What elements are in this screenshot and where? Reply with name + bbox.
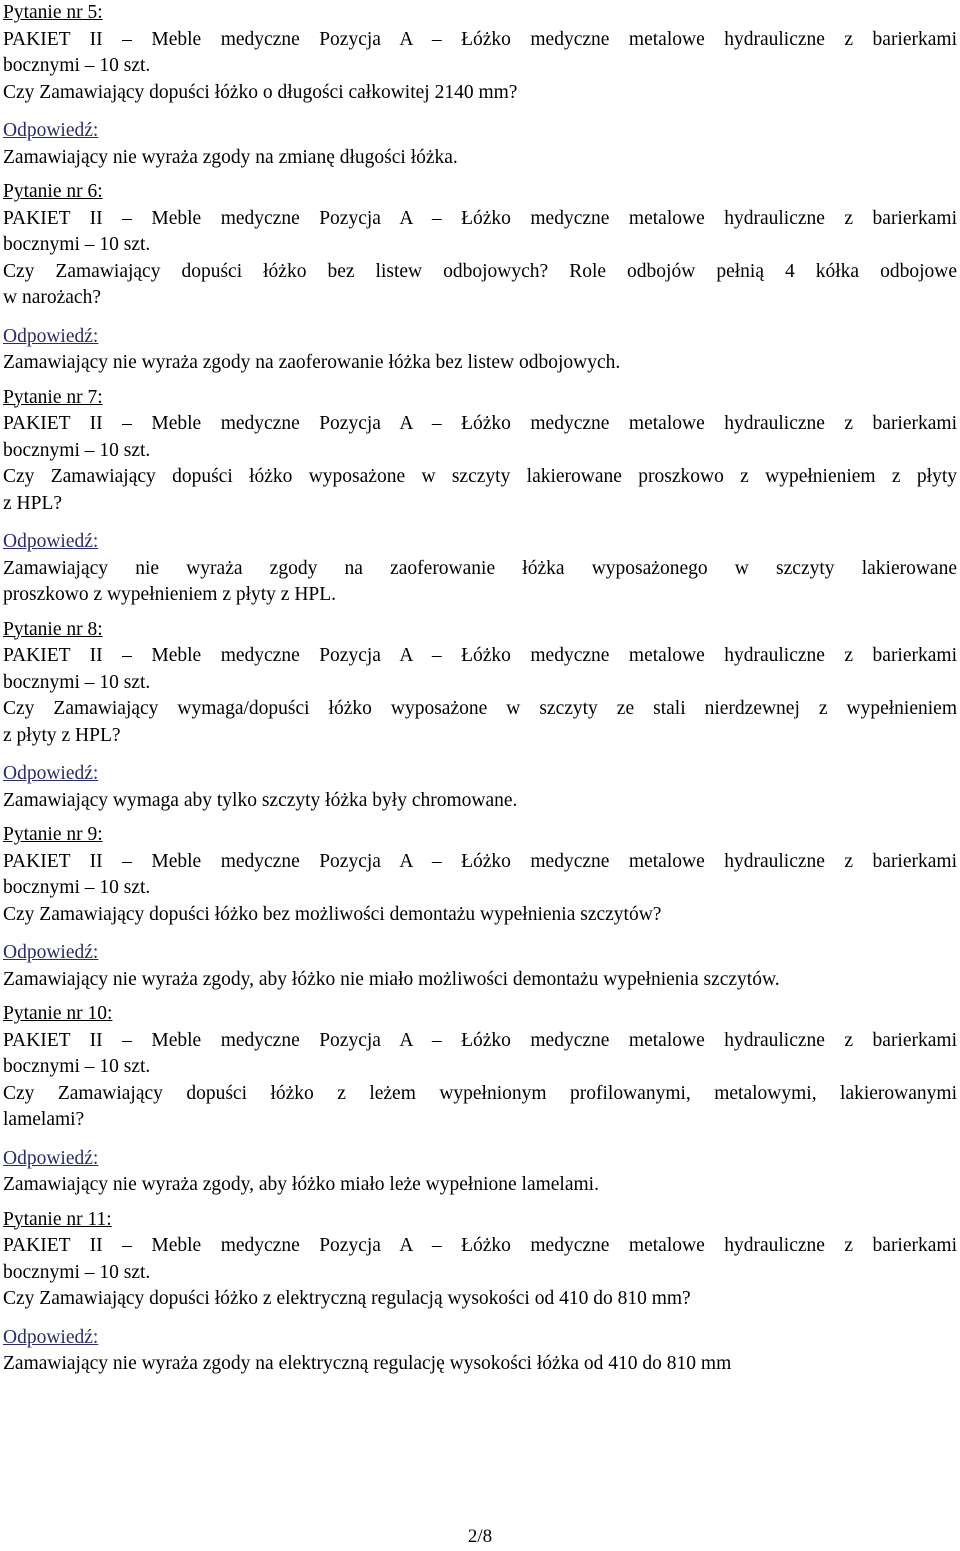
package-line: bocznymi – 10 szt. bbox=[3, 877, 151, 898]
answer-label: Odpowiedź: bbox=[3, 1326, 99, 1348]
question-text: lamelami? bbox=[3, 1109, 85, 1130]
package-line: bocznymi – 10 szt. bbox=[3, 55, 151, 76]
question-text: z HPL? bbox=[3, 492, 63, 514]
question-text: Czy Zamawiający dopuści łóżko o długości całkowitej 2140 mm? bbox=[3, 81, 518, 103]
question-text: Czy Zamawiający dopuści łóżko bez możliwości demontażu wypełnienia szczytów? bbox=[3, 903, 662, 925]
answer-text: proszkowo z wypełnieniem z płyty z HPL. bbox=[3, 584, 337, 605]
answer-text: Zamawiający nie wyraża zgody na zaoferowanie łóżka bez listew odbojowych. bbox=[3, 352, 621, 373]
package-line: bocznymi – 10 szt. bbox=[3, 1056, 151, 1077]
question-text: w narożach? bbox=[3, 287, 101, 308]
question-block-10 bbox=[3, 1001, 957, 1199]
page-number: 2/8 bbox=[467, 1526, 493, 1547]
answer-text: Zamawiający nie wyraża zgody na zmianę długości łóżka. bbox=[3, 146, 458, 168]
question-block-11 bbox=[3, 1207, 957, 1378]
question-text: Czy Zamawiający dopuści łóżko bez listew odbojowych? Role odbojów pełnią 4 kółka odbojowe bbox=[3, 260, 957, 282]
package-line: PAKIET II – Meble medyczne Pozycja A – Łóżko medyczne metalowe hydrauliczne z barierkami bbox=[3, 645, 957, 666]
answer-label: Odpowiedź: bbox=[3, 763, 99, 784]
package-line: PAKIET II – Meble medyczne Pozycja A – Łóżko medyczne metalowe hydrauliczne z barierkami bbox=[3, 413, 957, 434]
question-label: Pytanie nr 9: bbox=[3, 824, 103, 845]
answer-text: Zamawiający wymaga aby tylko szczyty łóżka były chromowane. bbox=[3, 789, 518, 811]
answer-label: Odpowiedź: bbox=[3, 942, 99, 963]
package-line: PAKIET II – Meble medyczne Pozycja A – Łóżko medyczne metalowe hydrauliczne z barierkami bbox=[3, 207, 957, 229]
question-text: Czy Zamawiający dopuści łóżko z leżem wypełnionym profilowanymi, metalowymi, lakierowanymi bbox=[3, 1082, 957, 1104]
package-line: bocznymi – 10 szt. bbox=[3, 1261, 151, 1283]
answer-text: Zamawiający nie wyraża zgody, aby łóżko miało leże wypełnione lamelami. bbox=[3, 1174, 599, 1195]
question-text: Czy Zamawiający wymaga/dopuści łóżko wyposażone w szczyty ze stali nierdzewnej z wypełnieniem bbox=[3, 698, 957, 719]
answer-text: Zamawiający nie wyraża zgody, aby łóżko nie miało możliwości demontażu wypełnienia szczytów. bbox=[3, 968, 780, 990]
package-line: bocznymi – 10 szt. bbox=[3, 234, 151, 255]
question-block-7 bbox=[3, 385, 957, 609]
package-line: PAKIET II – Meble medyczne Pozycja A – Łóżko medyczne metalowe hydrauliczne z barierkami bbox=[3, 28, 957, 50]
question-label: Pytanie nr 8: bbox=[3, 618, 103, 640]
answer-label: Odpowiedź: bbox=[3, 1147, 99, 1169]
document-page bbox=[3, 0, 957, 1378]
question-text: Czy Zamawiający dopuści łóżko z elektryczną regulacją wysokości od 410 do 810 mm? bbox=[3, 1288, 691, 1309]
package-line: bocznymi – 10 szt. bbox=[3, 671, 151, 693]
question-label: Pytanie nr 11: bbox=[3, 1208, 112, 1230]
question-block-8 bbox=[3, 617, 957, 815]
question-label: Pytanie nr 6: bbox=[3, 181, 103, 202]
answer-text: Zamawiający nie wyraża zgody na elektryczną regulację wysokości łóżka od 410 do 810 mm bbox=[3, 1353, 732, 1374]
question-label: Pytanie nr 5: bbox=[3, 2, 103, 23]
question-block-9 bbox=[3, 822, 957, 993]
question-text: z płyty z HPL? bbox=[3, 724, 121, 746]
question-block-5 bbox=[3, 0, 957, 171]
package-line: PAKIET II – Meble medyczne Pozycja A – Łóżko medyczne metalowe hydrauliczne z barierkami bbox=[3, 1029, 957, 1051]
package-line: bocznymi – 10 szt. bbox=[3, 439, 151, 461]
question-label: Pytanie nr 7: bbox=[3, 386, 103, 408]
answer-label: Odpowiedź: bbox=[3, 531, 99, 552]
question-text: Czy Zamawiający dopuści łóżko wyposażone w szczyty lakierowane proszkowo z wypełnieniem z płyty bbox=[3, 466, 957, 487]
question-label: Pytanie nr 10: bbox=[3, 1003, 113, 1024]
answer-text: Zamawiający nie wyraża zgody na zaoferowanie łóżka wyposażonego w szczyty lakierowane bbox=[3, 557, 957, 579]
package-line: PAKIET II – Meble medyczne Pozycja A – Łóżko medyczne metalowe hydrauliczne z barierkami bbox=[3, 1235, 957, 1256]
answer-label: Odpowiedź: bbox=[3, 120, 99, 141]
package-line: PAKIET II – Meble medyczne Pozycja A – Łóżko medyczne metalowe hydrauliczne z barierkami bbox=[3, 850, 957, 872]
answer-label: Odpowiedź: bbox=[3, 325, 99, 347]
question-block-6 bbox=[3, 179, 957, 377]
